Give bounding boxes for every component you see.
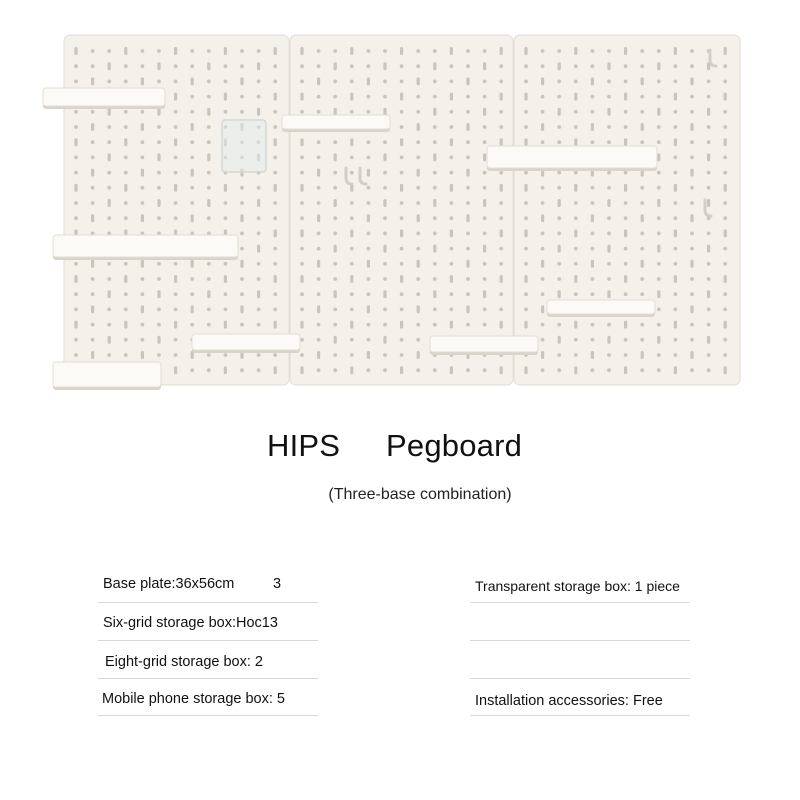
- shelf-small: [192, 334, 300, 353]
- spec-eight-grid-box: Eight-grid storage box: 2: [105, 654, 263, 670]
- spec-divider: [470, 602, 690, 603]
- spec-divider: [98, 640, 318, 641]
- pegboard-panel: [290, 35, 513, 385]
- title-product-name: Pegboard: [386, 428, 523, 463]
- spec-divider: [98, 678, 318, 679]
- spec-base-plate: Base plate:36x56cm: [103, 576, 235, 592]
- spec-divider: [470, 715, 690, 716]
- six-grid-storage-box: [53, 362, 161, 390]
- shelf-small: [282, 115, 390, 132]
- spec-base-plate-qty: 3: [273, 576, 282, 592]
- transparent-storage-box: [222, 120, 266, 172]
- shelf-small: [547, 300, 655, 317]
- product-subtitle: (Three-base combination): [328, 486, 512, 503]
- spec-divider: [98, 715, 318, 716]
- shelf-small: [430, 336, 538, 355]
- shelf-long: [53, 235, 238, 260]
- spec-divider: [98, 602, 318, 603]
- spec-divider: [470, 678, 690, 679]
- spec-transparent-box: Transparent storage box: 1 piece: [475, 578, 680, 594]
- title-material: HIPS: [267, 428, 341, 463]
- spec-divider: [470, 640, 690, 641]
- spec-phone-box: Mobile phone storage box: 5: [102, 691, 285, 707]
- product-title: [0, 428, 800, 472]
- spec-installation-accessories: Installation accessories: Free: [475, 693, 663, 709]
- shelf-long: [487, 146, 657, 171]
- shelf-small: [43, 88, 165, 109]
- spec-six-grid-box: Six-grid storage box:Hoc13: [103, 615, 278, 631]
